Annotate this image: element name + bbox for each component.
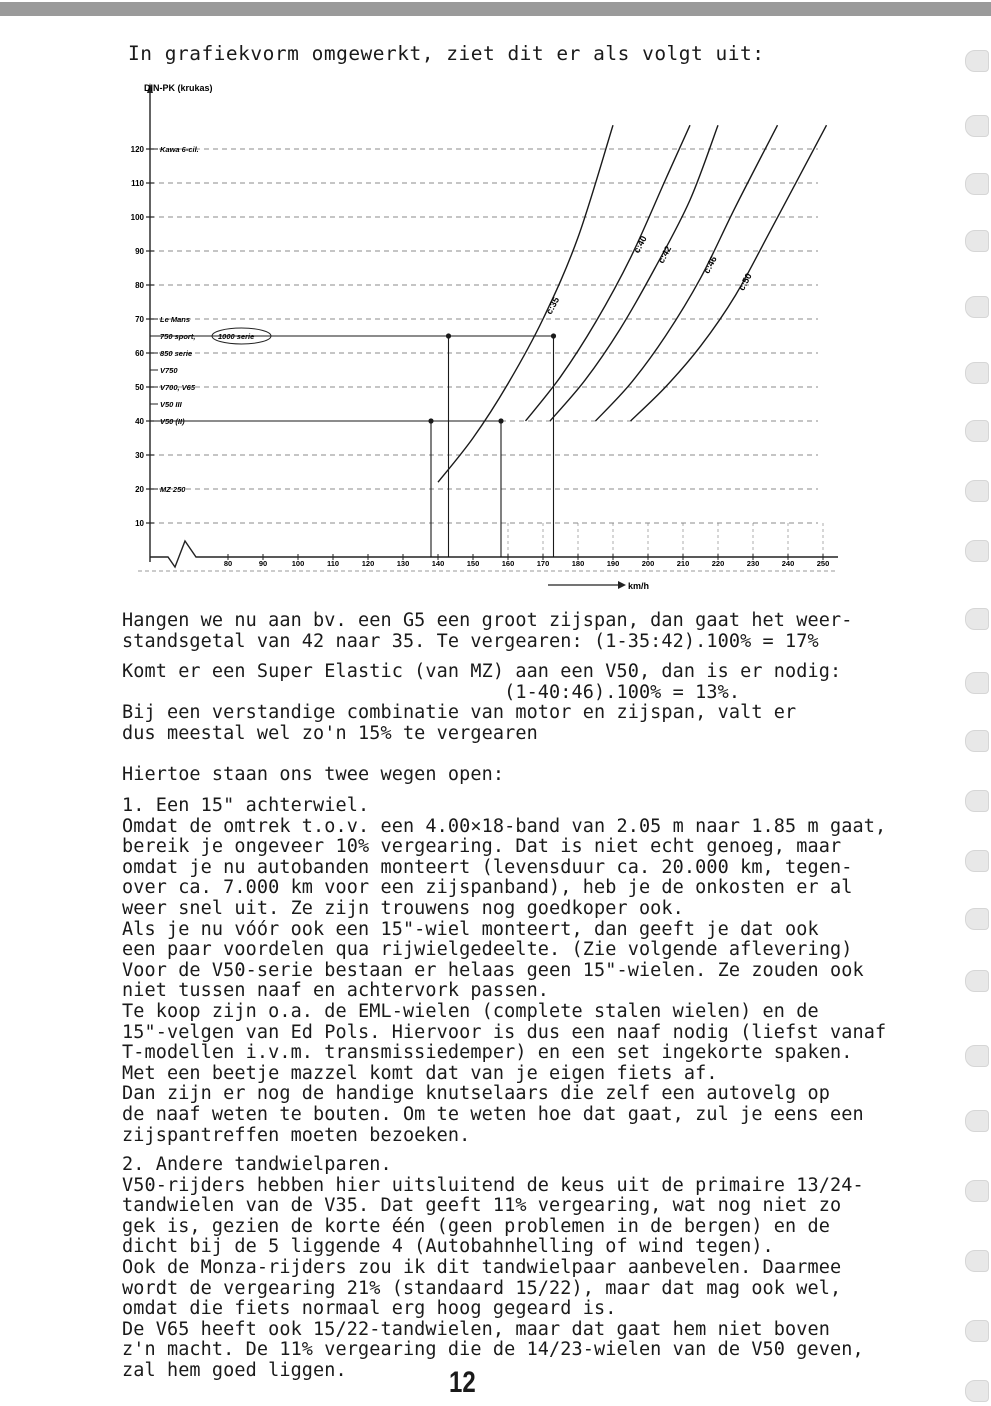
- binder-hole: [965, 730, 989, 752]
- binder-hole: [965, 1320, 989, 1342]
- curve-c-50: [631, 125, 827, 421]
- binder-hole: [965, 1110, 989, 1132]
- x-tick-label: 100: [291, 559, 305, 568]
- y-tick-label: 10: [135, 519, 144, 528]
- x-tick-label: 230: [746, 559, 760, 568]
- curve-c-42: [550, 125, 718, 421]
- annotation-label: 750 sport,: [160, 332, 196, 341]
- paragraph-zijspan: Hangen we nu aan bv. een G5 een groot zijspan, dan gaat het weer- standsgetal van 42 naar 35. Te vergearen: (1-35:42).100% = 17%: [122, 610, 853, 652]
- binder-hole: [965, 230, 989, 252]
- y-tick-labels: [131, 145, 145, 528]
- x-tick-label: 150: [466, 559, 480, 568]
- paragraph-gear-pairs: 2. Andere tandwielparen. V50-rijders hebben hier uitsluitend de keus uit de primaire 13/24- tandwielen van de V35. Dat geeft 11% vergearing, wat nog niet zo gek is, gezien de korte één (geen problemen in de bergen) en de dicht bij de 5 liggende 4 (Autobahnhelling of wind tegen). Ook de Monza-rijders zou ik dit tandwielpaar aanbevelen. Daarmee wordt de vergearing 21% (standaard 15/22), maar dat mag ook wel, omdat die fiets normaal erg hoog gegeard is. De V65 heeft ook 15/22-tandwielen, maar dat gaat hem niet boven z'n macht. De 11% vergearing die de 14/23-wielen van de V50 geven, zal hem goed liggen.: [122, 1154, 864, 1381]
- curve-c-40: [526, 125, 691, 421]
- y-tick-label: 70: [135, 315, 144, 324]
- binder-hole: [965, 480, 989, 502]
- binder-hole: [965, 420, 989, 442]
- x-tick-label: 200: [641, 559, 655, 568]
- binder-hole: [965, 1250, 989, 1272]
- motorcycle-annotations: [150, 145, 271, 494]
- x-tick-label: 140: [431, 559, 445, 568]
- y-tick-label: 80: [135, 281, 144, 290]
- annotation-label: Kawa 6-cil.: [160, 145, 199, 154]
- x-tick-label: 80: [223, 559, 233, 568]
- x-tick-label: 180: [571, 559, 585, 568]
- intersection-dot: [498, 418, 503, 423]
- x-tick-label: 240: [781, 559, 795, 568]
- y-tick-label: 40: [135, 417, 144, 426]
- y-axis-label: DIN-PK (krukas): [144, 83, 213, 93]
- curve-label: c:46: [701, 254, 719, 276]
- binder-hole: [965, 790, 989, 812]
- x-tick-label: 90: [258, 559, 268, 568]
- y-tick-label: 110: [131, 179, 144, 188]
- binder-hole: [965, 850, 989, 872]
- binder-hole: [965, 908, 989, 930]
- x-tick-label: 160: [501, 559, 515, 568]
- annotation-label: V50 (II): [160, 417, 185, 426]
- x-tick-label: 190: [606, 559, 620, 568]
- power-speed-chart: [128, 75, 848, 597]
- binder-hole: [965, 608, 989, 630]
- x-tick-label: 170: [536, 559, 550, 568]
- intersection-dot: [428, 418, 433, 423]
- resistance-curves: [438, 125, 827, 482]
- annotation-label: V700, V65: [160, 383, 196, 392]
- binder-hole: [965, 50, 989, 72]
- annotation-label: Le Mans: [160, 315, 191, 324]
- curve-label: c:40: [631, 234, 649, 255]
- annotation-label: 850 serie: [160, 349, 193, 358]
- x-axis-direction-arrow: [618, 581, 626, 589]
- binder-hole: [965, 296, 989, 318]
- x-axis-line: [150, 541, 838, 567]
- paragraph-super-elastic: Komt er een Super Elastic (van MZ) aan een V50, dan is er nodig: (1-40:46).100% = 13%. Bij een verstandige combinatie van motor en zijspan, valt er dus meestal wel zo'n 15% te vergearen: [122, 661, 842, 744]
- binder-hole: [965, 1380, 989, 1402]
- x-tick-labels: [224, 559, 829, 568]
- x-tick-label: 120: [361, 559, 375, 568]
- binder-hole: [965, 362, 989, 384]
- binder-hole: [965, 672, 989, 694]
- scan-top-edge: [0, 2, 991, 16]
- annotation-label: V750: [160, 366, 178, 375]
- binder-hole: [965, 1180, 989, 1202]
- annotation-label: 1000 serie: [218, 332, 255, 341]
- intro-sentence: In grafiekvorm omgewerkt, ziet dit er als volgt uit:: [128, 42, 765, 65]
- binder-hole: [965, 540, 989, 562]
- annotation-label: MZ 250: [160, 485, 186, 494]
- curve-label: c:42: [655, 244, 674, 265]
- intersection-dot: [446, 333, 451, 338]
- curve-label: c:35: [543, 295, 562, 316]
- curve-label: c:50: [736, 271, 754, 293]
- binder-hole: [965, 1045, 989, 1067]
- x-tick-label: 130: [396, 559, 410, 568]
- binder-hole: [965, 970, 989, 992]
- binder-hole: [965, 173, 989, 195]
- binder-hole: [965, 115, 989, 137]
- y-tick-label: 120: [130, 145, 144, 154]
- x-tick-label: 110: [326, 559, 340, 568]
- x-axis-label: km/h: [628, 581, 650, 591]
- binder-holes: [963, 40, 991, 1406]
- y-tick-label: 100: [130, 213, 144, 222]
- paragraph-two-ways: Hiertoe staan ons twee wegen open:: [122, 764, 505, 785]
- y-tick-label: 30: [135, 451, 144, 460]
- y-tick-label: 90: [135, 247, 144, 256]
- annotation-label: V50 III: [160, 400, 182, 409]
- y-tick-label: 20: [135, 485, 144, 494]
- y-tick-label: 60: [135, 349, 144, 358]
- paragraph-15-inch-wheel: 1. Een 15" achterwiel. Omdat de omtrek t.o.v. een 4.00×18-band van 2.05 m naar 1.85 m gaat, bereik je ongeveer 10% vergearing. Dat is niet echt genoeg, maar omdat je nu autobanden monteert (levensduur ca. 20.000 km, tegen- over ca. 7.000 km voor een zijspanband), heb je de onkosten er al weer snel uit. Ze zijn trouwens nog goedkoper ook. Als je nu vóór ook een 15"-wiel monteert, dan geeft je dat ook een paar voordelen qua rijwielgedeelte. (Zie volgende aflevering) Voor de V50-serie bestaan er helaas geen 15"-wielen. Ze zouden ook niet tussen naaf en achtervork passen. Te koop zijn o.a. de EML-wielen (complete stalen wielen) en de 15"-velgen van Ed Pols. Hiervoor is dus een naaf nodig (liefst vanaf T-modellen i.v.m. transmissiedemper) en een set ingekorte spaken. Met een beetje mazzel komt dat van je eigen fiets af. Dan zijn er nog de handige knutselaars die zelf een autovelg op de naaf weten te bouten. Om te weten hoe dat gaat, zul je eens een zijspantreffen moeten bezoeken.: [122, 795, 887, 1146]
- x-tick-label: 220: [711, 559, 725, 568]
- curve-c-35: [438, 125, 613, 482]
- y-tick-label: 50: [135, 383, 144, 392]
- x-tick-label: 210: [676, 559, 690, 568]
- intersection-dot: [551, 333, 556, 338]
- x-tick-label: 250: [816, 559, 830, 568]
- page-number: 12: [449, 1366, 476, 1399]
- reference-lines: [150, 333, 556, 557]
